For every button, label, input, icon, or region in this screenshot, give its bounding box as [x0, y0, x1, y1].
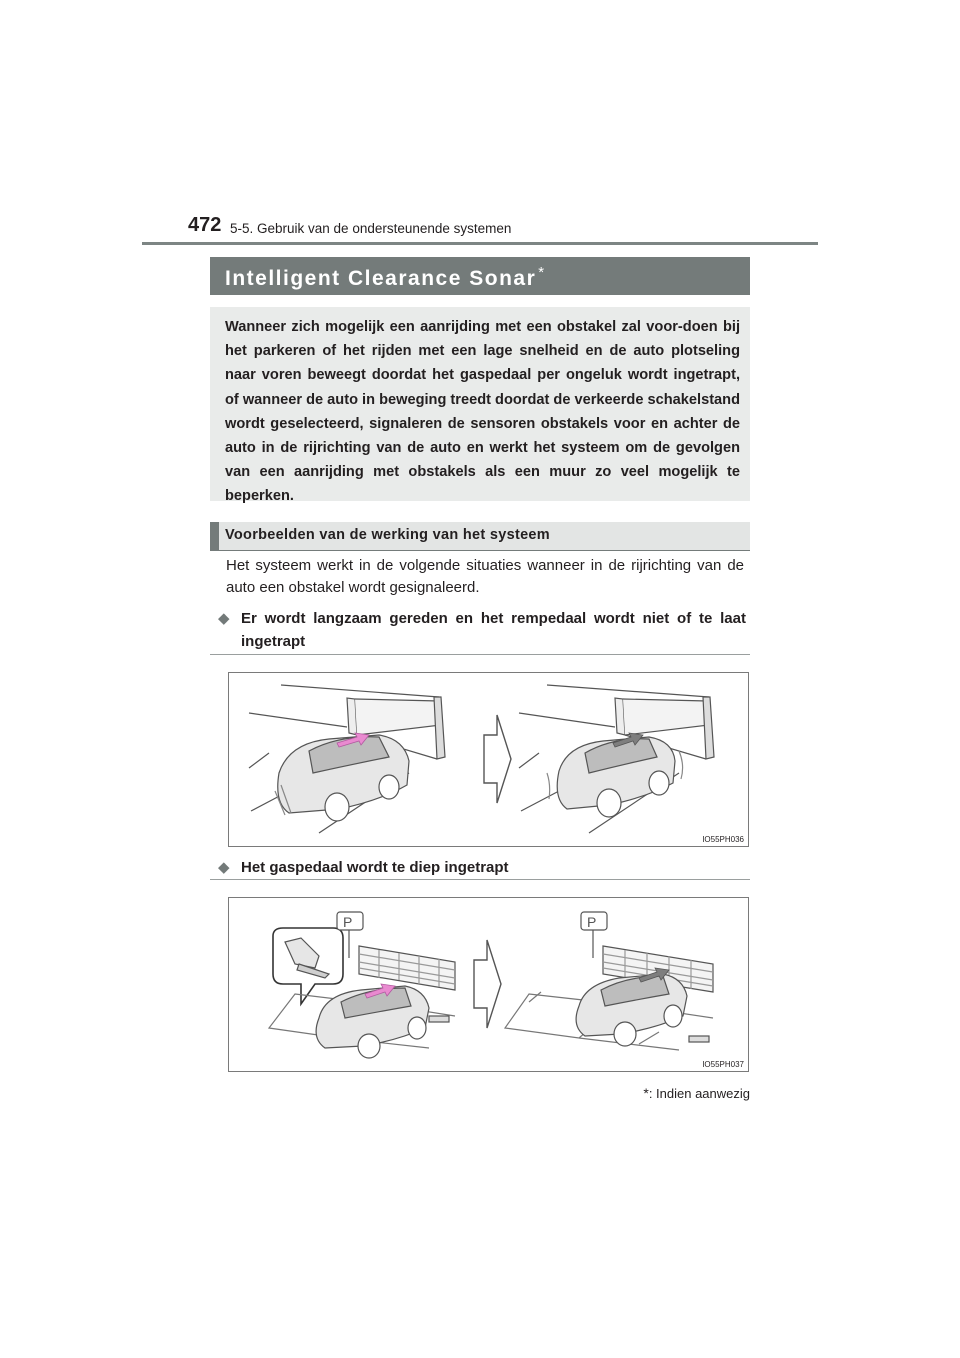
intro-box: Wanneer zich mogelijk een aanrijding met een obstakel zal voor-doen bij het parkeren of het rijden met een lage snelheid en de auto plotseling naar voren beweegt doordat het gaspedaal per ongeluk wordt ingetrapt, of wanneer de auto in beweging treedt doordat de verkeerde schakelstand wordt geselecteerd, signaleren de sensoren obstakels voor en achter de auto in de rijrichting van de auto en werkt het systeem om de gevolgen van een aanrijding met obstakels als een muur zo veel mogelijk te beperken. [210, 307, 750, 501]
section-title-bar [210, 257, 750, 295]
diamond-bullet-icon: ◆ [218, 610, 230, 627]
case-heading-text: Het gaspedaal wordt te diep ingetrapt [241, 859, 509, 876]
subsection-rule [210, 550, 750, 551]
subsection-paragraph: Het systeem werkt in de volgende situaties wanneer in de rijrichting van de auto een obstakel wordt gesignaleerd. [226, 557, 744, 596]
footnote-marker: * [643, 1085, 649, 1101]
case-heading-rule [210, 879, 750, 880]
page-number: 472 [188, 214, 222, 236]
optional-marker: * [538, 264, 545, 281]
header-rule [142, 242, 818, 245]
case-heading-slow-driving [218, 607, 746, 653]
case-heading-accelerator [218, 856, 746, 879]
case-heading-rule [210, 654, 750, 655]
case-heading-text: Er wordt langzaam gereden en het rempedaal wordt niet of te laat ingetrapt [241, 610, 746, 650]
illustration-car-approaching-wall [229, 673, 748, 846]
section-reference: 5-5. Gebruik van de ondersteunende systemen [230, 221, 512, 236]
svg-text:P: P [343, 914, 353, 930]
diamond-bullet-icon: ◆ [218, 859, 230, 876]
section-title: Intelligent Clearance Sonar [225, 267, 537, 290]
figure-code: IO55PH036 [702, 835, 744, 844]
figure-slow-driving [228, 672, 749, 847]
figure-accelerator [228, 897, 749, 1072]
figure-code: IO55PH037 [702, 1060, 744, 1069]
subsection-heading: Voorbeelden van de werking van het systeem [210, 522, 750, 550]
footnote [643, 1085, 750, 1101]
illustration-car-parking-lot [229, 898, 748, 1071]
footnote-text: : Indien aanwezig [648, 1086, 750, 1101]
svg-text:P: P [587, 914, 597, 930]
